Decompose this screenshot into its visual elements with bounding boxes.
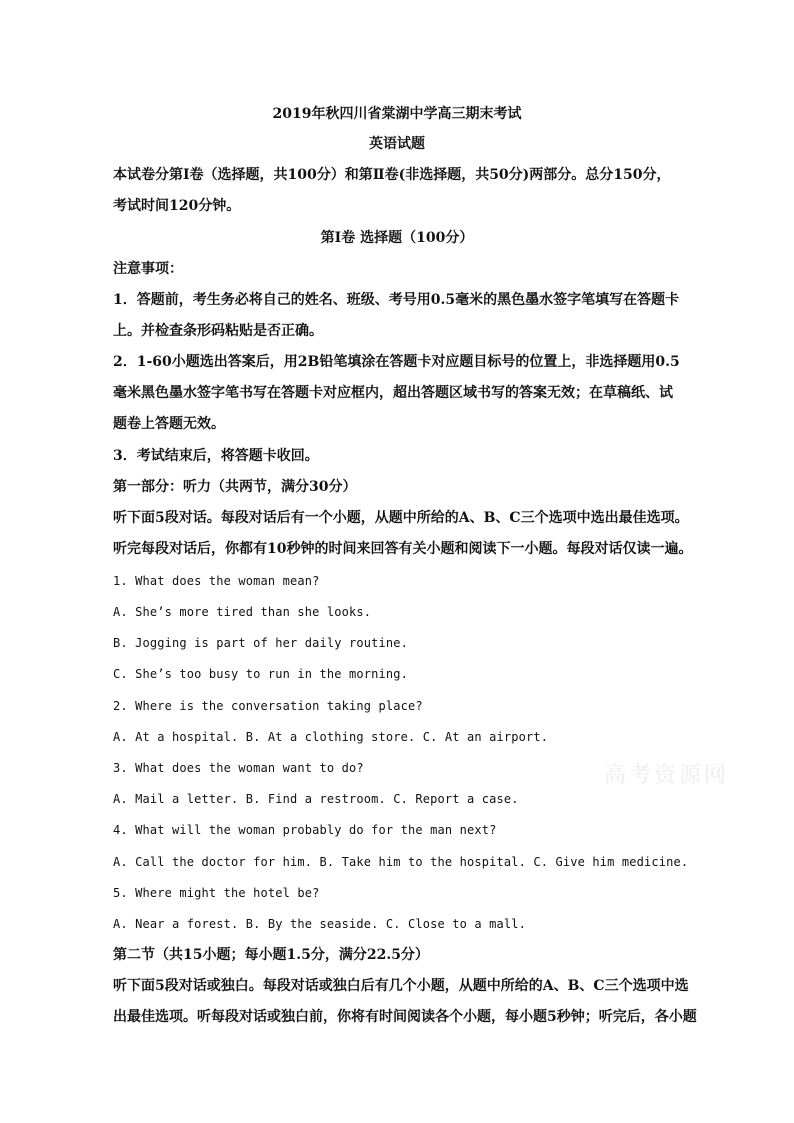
- option-1b: B. Jogging is part of her daily routine.: [113, 636, 408, 650]
- section1-heading: 第一部分：听力（共两节，满分30分）: [113, 479, 357, 495]
- watermark: 高考资源网: [604, 763, 730, 788]
- options-4: A. Call the doctor for him. B. Take him to the hospital. C. Give him medicine.: [113, 855, 689, 869]
- section2-instruction: 出最佳选项。听每段对话或独白前，你将有时间阅读各个小题，每小题5秒钟；听完后，各小题: [113, 1009, 697, 1025]
- section2-instruction: 听下面5段对话或独白。每段对话或独白后有几个小题，从题中所给的A、B、C三个选项中选: [113, 978, 689, 994]
- part-heading: 第Ⅰ卷 选择题（100分）: [320, 230, 474, 246]
- exam-title: 2019年秋四川省棠湖中学高三期末考试: [272, 106, 522, 122]
- options-2: A. At a hospital. B. At a clothing store. C. At an airport.: [113, 730, 549, 744]
- question-4: 4. What will the woman probably do for the man next?: [113, 823, 497, 837]
- intro-line-2: 考试时间120分钟。: [113, 198, 241, 214]
- question-5: 5. Where might the hotel be?: [113, 886, 320, 900]
- notes-line: 题卷上答题无效。: [113, 416, 225, 432]
- section1-instruction: 听完每段对话后，你都有10秒钟的时间来回答有关小题和阅读下一小题。每段对话仅读一遍。: [113, 541, 693, 557]
- notes-line: 3．考试结束后，将答题卡收回。: [113, 448, 319, 464]
- notes-line: 2．1-60小题选出答案后，用2B铅笔填涂在答题卡对应题目标号的位置上，非选择题用0.5: [113, 354, 680, 370]
- exam-subject: 英语试题: [369, 136, 425, 152]
- question-3: 3. What does the woman want to do?: [113, 761, 364, 775]
- notes-line: 上。并检查条形码粘贴是否正确。: [113, 323, 323, 339]
- intro-line-1: 本试卷分第Ⅰ卷（选择题，共100分）和第Ⅱ卷(非选择题，共50分)两部分。总分150分，: [113, 167, 671, 183]
- option-1a: A. She’s more tired than she looks.: [113, 605, 372, 619]
- question-1: 1. What does the woman mean?: [113, 574, 320, 588]
- section1-instruction: 听下面5段对话。每段对话后有一个小题，从题中所给的A、B、C三个选项中选出最佳选项。: [113, 510, 689, 526]
- notes-line: 毫米黑色墨水签字笔书写在答题卡对应框内，超出答题区域书写的答案无效；在草稿纸、试: [113, 385, 673, 401]
- option-1c: C. She’s too busy to run in the morning.: [113, 667, 408, 681]
- section2-heading: 第二节（共15小题；每小题1.5分，满分22.5分）: [113, 947, 429, 963]
- options-3: A. Mail a letter. B. Find a restroom. C. Report a case.: [113, 792, 519, 806]
- notes-line: 1．答题前，考生务必将自己的姓名、班级、考号用0.5毫米的黑色墨水签字笔填写在答题卡: [113, 292, 680, 308]
- notes-heading: 注意事项：: [113, 261, 183, 277]
- options-5: A. Near a forest. B. By the seaside. C. Close to a mall.: [113, 917, 526, 931]
- question-2: 2. Where is the conversation taking place?: [113, 699, 423, 713]
